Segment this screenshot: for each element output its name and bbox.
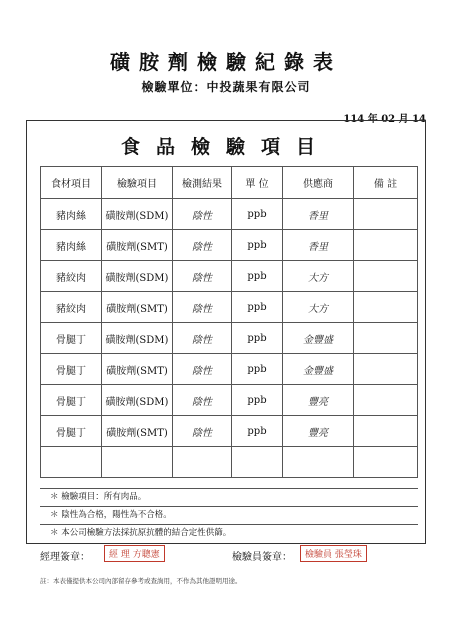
panel-title: 食品檢驗項目 [120, 136, 331, 158]
cell-unit: ppb [232, 199, 283, 230]
cell-supplier: 豐亮 [283, 416, 354, 447]
cell-result: 陰性 [173, 323, 232, 354]
table-row [41, 292, 418, 323]
cell-supplier: 金豐盛 [283, 323, 354, 354]
cell-unit [232, 447, 283, 478]
cell-test: 磺胺劑(SDM) [102, 261, 173, 292]
cell-test: 磺胺劑(SMT) [102, 416, 173, 447]
cell-item: 豬絞肉 [41, 292, 102, 323]
inspection-table [40, 166, 418, 478]
cell-supplier: 大方 [283, 292, 354, 323]
cell-result: 陰性 [173, 230, 232, 261]
cell-supplier: 金豐盛 [283, 354, 354, 385]
cell-item: 骨腿丁 [41, 385, 102, 416]
col-unit: 單 位 [232, 167, 283, 199]
table-row [41, 354, 418, 385]
cell-supplier: 香里 [283, 199, 354, 230]
record-date: 114 年 02 月 14 [343, 114, 426, 125]
col-result: 檢測結果 [173, 167, 232, 199]
cell-test: 磺胺劑(SMT) [102, 230, 173, 261]
cell-unit: ppb [232, 385, 283, 416]
note-line: ＊ 本公司檢驗方法採抗原抗體的結合定性供篩。 [40, 524, 418, 542]
cell-unit: ppb [232, 292, 283, 323]
col-test: 檢驗項目 [102, 167, 173, 199]
document-title: 磺胺劑檢驗紀錄表 [110, 50, 342, 74]
cell-item: 骨腿丁 [41, 354, 102, 385]
manager-stamp: 經 理 方聰憲 [104, 545, 165, 562]
cell-supplier: 大方 [283, 261, 354, 292]
cell-remark [354, 230, 418, 261]
cell-result: 陰性 [173, 261, 232, 292]
table-row [41, 385, 418, 416]
table-header-row [41, 167, 418, 199]
cell-test: 磺胺劑(SMT) [102, 292, 173, 323]
cell-unit: ppb [232, 323, 283, 354]
inspector-signature-label: 檢驗員簽章： [232, 552, 292, 563]
col-supplier: 供應商 [283, 167, 354, 199]
cell-remark [354, 261, 418, 292]
cell-remark [354, 385, 418, 416]
cell-supplier: 香里 [283, 230, 354, 261]
col-remark: 備 註 [354, 167, 418, 199]
cell-test: 磺胺劑(SDM) [102, 199, 173, 230]
footnote: 註：本表僅提供本公司內部留存參考或查詢用，不作為其他證明用途。 [40, 577, 242, 585]
note-line: ＊ 陰性為合格，陽性為不合格。 [40, 506, 418, 524]
cell-unit: ppb [232, 261, 283, 292]
cell-result: 陰性 [173, 385, 232, 416]
cell-test: 磺胺劑(SMT) [102, 354, 173, 385]
cell-remark [354, 292, 418, 323]
cell-unit: ppb [232, 230, 283, 261]
cell-item: 骨腿丁 [41, 323, 102, 354]
cell-item: 豬肉絲 [41, 199, 102, 230]
cell-result [173, 447, 232, 478]
cell-item [41, 447, 102, 478]
cell-result: 陰性 [173, 199, 232, 230]
cell-remark [354, 447, 418, 478]
cell-item: 豬肉絲 [41, 230, 102, 261]
col-item: 食材項目 [41, 167, 102, 199]
notes-block [40, 488, 418, 542]
inspection-unit: 檢驗單位：中投蔬果有限公司 [141, 80, 311, 94]
cell-supplier: 豐亮 [283, 385, 354, 416]
table-row [41, 199, 418, 230]
cell-remark [354, 199, 418, 230]
cell-remark [354, 354, 418, 385]
cell-result: 陰性 [173, 354, 232, 385]
cell-remark [354, 323, 418, 354]
manager-signature-label: 經理簽章： [40, 552, 90, 563]
table-row [41, 447, 418, 478]
cell-result: 陰性 [173, 292, 232, 323]
cell-remark [354, 416, 418, 447]
table-row [41, 416, 418, 447]
inspector-stamp: 檢驗員 張瑩珠 [300, 545, 367, 562]
table-row [41, 261, 418, 292]
cell-test [102, 447, 173, 478]
cell-result: 陰性 [173, 416, 232, 447]
cell-test: 磺胺劑(SDM) [102, 323, 173, 354]
table-row [41, 230, 418, 261]
cell-item: 豬絞肉 [41, 261, 102, 292]
table-row [41, 323, 418, 354]
cell-unit: ppb [232, 354, 283, 385]
cell-test: 磺胺劑(SDM) [102, 385, 173, 416]
cell-item: 骨腿丁 [41, 416, 102, 447]
cell-unit: ppb [232, 416, 283, 447]
cell-supplier [283, 447, 354, 478]
note-line: ＊ 檢驗項目：所有肉品。 [40, 488, 418, 506]
